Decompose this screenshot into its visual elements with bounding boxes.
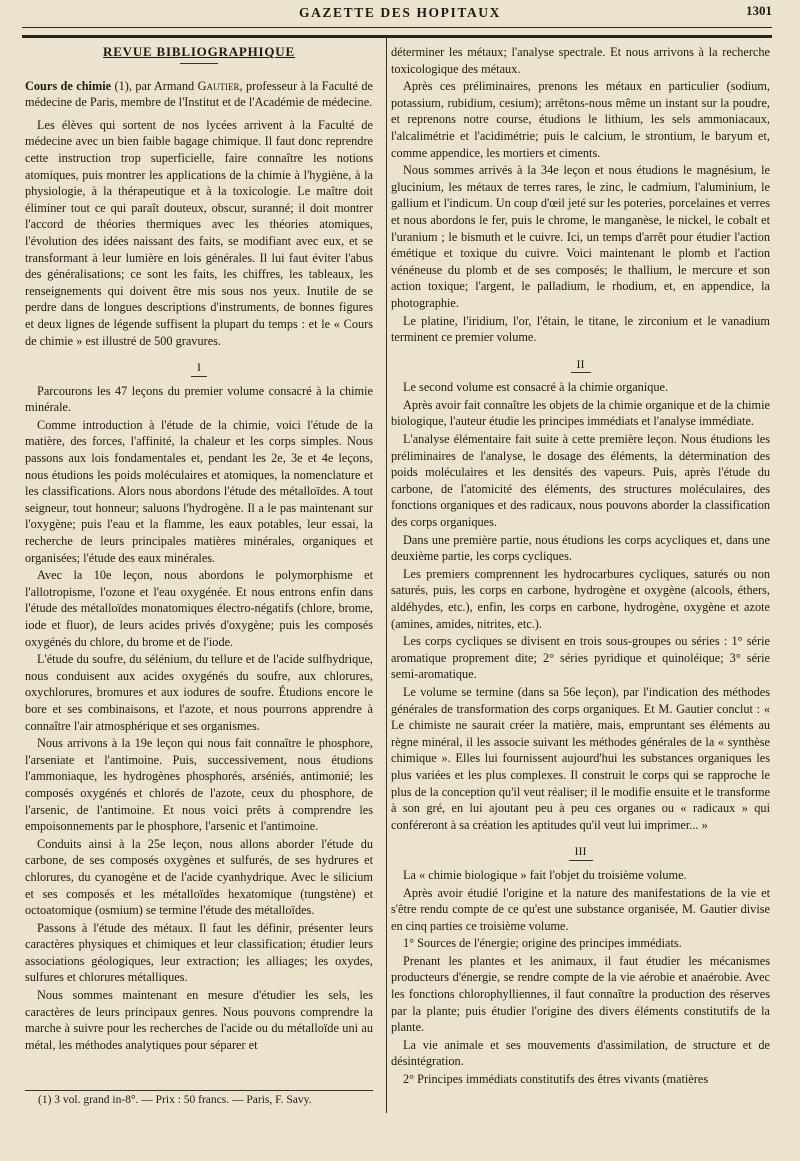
right-paragraph-14: Prenant les plantes et les animaux, il faut étudier les mécanismes producteurs d'énergie, se rendre compte de la vie aérobie et anaérobie. Avec les fonctions chlorophylliennes, il faut connaître la production des réserves par la plante; puis étudier l'origine des divers éléments constitutifs de la plante. bbox=[391, 953, 770, 1035]
header-rule-thick bbox=[22, 35, 772, 38]
right-paragraph-12: Après avoir étudié l'origine et la nature des manifestations de la vie et s'être rendu compte de ce qu'est une substance organisée, M. Gautier divise en cinq parties ce troisième volume. bbox=[391, 885, 770, 933]
book-title: Cours de chimie bbox=[25, 78, 112, 93]
intro-paragraph: Les élèves qui sortent de nos lycées arrivent à la Faculté de médecine avec un bien faible bagage chimique. Il faut donc reprendre cette instruction trop superficielle, faire connaître les notions atomiques, puis montrer les applications de la chimie à l'hygiène, à la physiologie, à la thérapeutique et à la toxicologie. Le maître doit éliminer tout ce qui paraît douteux, obscur, suranné; il doit montrer l'accord de théories thermiques avec les théories atomiques, l'évolution des idées naissant des faits, se modifiant avec eux, et se transformant à leur lumière en lois générales. Il lui faut éviter l'abus des généralisations; ce sont les faits, les chiffres, les tableaux, les renseignements qui doivent être mis sous nos yeux. Inutile de se perdre dans de longues descriptions d'instruments, de bonnes figures et deux lignes de légende suffisent la plupart du temps : et le « Cours de chimie » est illustré de 500 gravures. bbox=[25, 117, 373, 348]
right-paragraph-10: Le volume se termine (dans sa 56e leçon), par l'indication des méthodes générales de transformation des corps organiques. Et M. Gautier conclut : « Le chimiste ne saurait créer la matière, mais, empruntant ses éléments au règne minéral, il les associe suivant les méthodes générales de la « synthèse chimique ». Elles lui fournissent aujourd'hui les substances organiques les plus variées et les plus complexes. Il construit le corps qui se rapproche le plus de la conception qu'il veut réaliser; il le modifie ensuite et le transforme à son gré, en lui ajoutant peu à peu ces organes ou « radicaux » qui conféreront à sa création les aptitudes qu'il veut lui imprimer... » bbox=[391, 684, 770, 832]
right-paragraph-2: Nous sommes arrivés à la 34e leçon et nous étudions le magnésium, le glucinium, les métaux de terres rares, le zinc, le cadmium, l'aluminium, le gallium et l'indicum. Un coup d'œil jeté sur les poteries, porcelaines et verres et nous abordons le fer, puis le chrome, le manganèse, le nickel, le cobalt et l'uranium ; le bismuth et le cuivre. Ici, un temps d'arrêt pour étudier l'action émétique et toxique du cuivre. Voici maintenant le plomb et l'action vénéneuse du plomb et de ses composés; le thallium, le mercure et son action toxique; l'argent, le palladium, le rhodium, et, en appendice, la photographie. bbox=[391, 163, 770, 310]
right-paragraph-6: L'analyse élémentaire fait suite à cette première leçon. Nous étudions les préliminaires de l'analyse, le dosage des éléments, la détermination des poids moléculaires et les densités des vapeurs. Puis, après l'étude du carbone, de l'atomicité des éléments, des structures moléculaires, des fonctions organiques et des radicaux, nous pouvons aborder la classification des corps organiques. bbox=[391, 432, 770, 530]
page-number: 1301 bbox=[746, 3, 772, 18]
right-column bbox=[391, 44, 770, 1089]
right-paragraph-3: Le platine, l'iridium, l'or, l'étain, le titane, le zirconium et le vanadium terminent ce premier volume. bbox=[391, 313, 770, 345]
right-paragraph-13: 1° Sources de l'énergie; origine des principes immédiats. bbox=[403, 936, 682, 951]
left-paragraph-5: Nous arrivons à la 19e leçon qui nous fait connaître le phosphore, l'arseniate et l'antimoine. Puis, successivement, nous étudions l'ammoniaque, les hydrogènes phosphorés, arséniés, antimonié; les composés oxygénés et chlorés de l'azote, ceux du phosphore, de l'arsenic, de l'antimoine. Et nous voici prêts à comprendre les empoisonnements par le phosphore, l'arsenic et l'antimoine. bbox=[25, 736, 373, 834]
footnote: (1) 3 vol. grand in-8°. — Prix : 50 francs. — Paris, F. Savy. bbox=[38, 1094, 312, 1106]
right-paragraph-0: déterminer les métaux; l'analyse spectrale. Et nous arrivons à la recherche toxicologique des métaux. bbox=[391, 45, 770, 76]
left-paragraph-3: Avec la 10e leçon, nous abordons le polymorphisme et l'allotropisme, l'ozone et l'eau oxygénée. Et nous entrons enfin dans l'étude des métalloïdes monatomiques électro-négatifs (chlore, brome, iode et fluor), de leurs acides privés d'oxygène; puis les composés oxygénés du chlore, du brome et de l'iode. bbox=[25, 568, 373, 649]
journal-title: GAZETTE DES HOPITAUX bbox=[298, 5, 502, 20]
right-paragraph-16: 2° Principes immédiats constitutifs des êtres vivants (matières bbox=[403, 1072, 709, 1087]
left-paragraph-7: Passons à l'étude des métaux. Il faut les définir, présenter leurs caractères physiques et chimiques et leur classification; étudier leurs associations géologiques, leur extraction; les alliages; les oxydes, sulfures et chlorures métalliques. bbox=[25, 920, 373, 985]
left-paragraph-2: Comme introduction à l'étude de la chimie, voici l'étude de la matière, des forces, l'affinité, la chaleur et les corps simples. Nous passons aux lois fondamentales et, pendant les 2e, 3e et 4e leçons, nous étudions les poids moléculaires et atomiques, la nomenclature et les classifications. Alors nous abordons l'étude des métalloïdes. A tout seigneur, tout honneur; saluons l'hydrogène. Il a le pas maintenant sur l'oxygène; puis l'eau et la flamme, les eaux potables, leur essai, la recherche de leurs principales matières minérales, organiques et organisées; l'étude des eaux minérales. bbox=[25, 417, 373, 565]
section-heading-1: I bbox=[25, 359, 373, 377]
left-paragraph-1: Parcourons les 47 leçons du premier volume consacré à la chimie minérale. bbox=[25, 383, 373, 415]
right-paragraph-1: Après ces préliminaires, prenons les métaux en particulier (sodium, potassium, rubidium, cesium); arrêtons-nous même un instant sur la poudre, et reprenons notre course, étudions le lithium, les sels ammoniacaux, l'alcalimétrie et l'acidimétrie; puis le calcium, le strontium, le baryum et, comme appendice, les mortiers et ciments. bbox=[391, 79, 770, 160]
section-heading-3: III bbox=[391, 843, 770, 861]
left-paragraph-4: L'étude du soufre, du sélénium, du tellure et de l'acide sulfhydrique, nous conduisent aux acides oxygénés du soufre, aux chlorures, oxychlorures, bromures et aux iodures de soufre. Étudions encore le bore et ses combinaisons, et l'azote, et nous pourrons apprendre à connaître l'air atmosphérique et ses organismes. bbox=[25, 652, 373, 733]
right-paragraph-11: La « chimie biologique » fait l'objet du troisième volume. bbox=[403, 867, 687, 882]
column-divider bbox=[386, 38, 387, 1113]
author-affiliation: , professeur à la Faculté de médecine de Paris, membre de l'Institut et de l'Académie de médecine. bbox=[25, 78, 374, 110]
running-head bbox=[0, 5, 800, 25]
footnote-rule bbox=[25, 1090, 373, 1091]
right-paragraph-8: Les premiers comprennent les hydrocarbures cycliques, saturés ou non saturés, puis, les corps en carbone, hydrogène et oxygène (alcools, éthers, aldéhydes, etc.), enfin, les corps en carbone, hydrogène, oxygène et azote (amines, amides, nitrites, etc.). bbox=[391, 566, 770, 631]
book-entry bbox=[25, 78, 373, 111]
left-paragraph-8: Nous sommes maintenant en mesure d'étudier les sels, les caractères de leurs principaux genres. Nous pouvons comprendre la marche à suivre pour les recherches de l'acide ou du métalloïde uni au métal, les méthodes analytiques pour séparer et bbox=[25, 988, 373, 1052]
header-rule-thin bbox=[22, 27, 772, 28]
right-paragraph-4: Le second volume est consacré à la chimie organique. bbox=[403, 380, 669, 395]
right-paragraph-9: Les corps cycliques se divisent en trois sous-groupes ou séries : 1° série aromatique proprement dite; 2° séries pyridique et quinoléique; 3° série semi-aromatique. bbox=[391, 634, 770, 682]
left-column bbox=[25, 44, 373, 1054]
right-paragraph-5: Après avoir fait connaître les objets de la chimie organique et de la chimie biologique, l'auteur étudie les principes immédiats et l'analyse immédiate. bbox=[391, 397, 770, 429]
author-name: Gautier bbox=[197, 78, 240, 93]
section-heading-2: II bbox=[391, 356, 770, 374]
footnote-ref: (1) bbox=[114, 78, 129, 93]
review-title: REVUE BIBLIOGRAPHIQUE bbox=[103, 44, 295, 59]
right-paragraph-15: La vie animale et ses mouvements d'assimilation, de structure et de désintégration. bbox=[391, 1037, 770, 1069]
title-rule bbox=[180, 63, 218, 64]
right-paragraph-7: Dans une première partie, nous étudions les corps acycliques et, dans une deuxième partie, les corps cycliques. bbox=[391, 532, 770, 564]
left-paragraph-6: Conduits ainsi à la 25e leçon, nous allons aborder l'étude du carbone, de ses composés oxygènes et sulfurés, de ses hydrures et chlorures, du cyanogène et de l'acide cyanhydrique. Avec le silicium et ses composés et les métalloïdes hexatomique (tungstène) et octoatomique (osmium) se termine l'étude des métalloïdes. bbox=[25, 836, 373, 918]
author-prefix: , par Armand bbox=[128, 78, 198, 93]
